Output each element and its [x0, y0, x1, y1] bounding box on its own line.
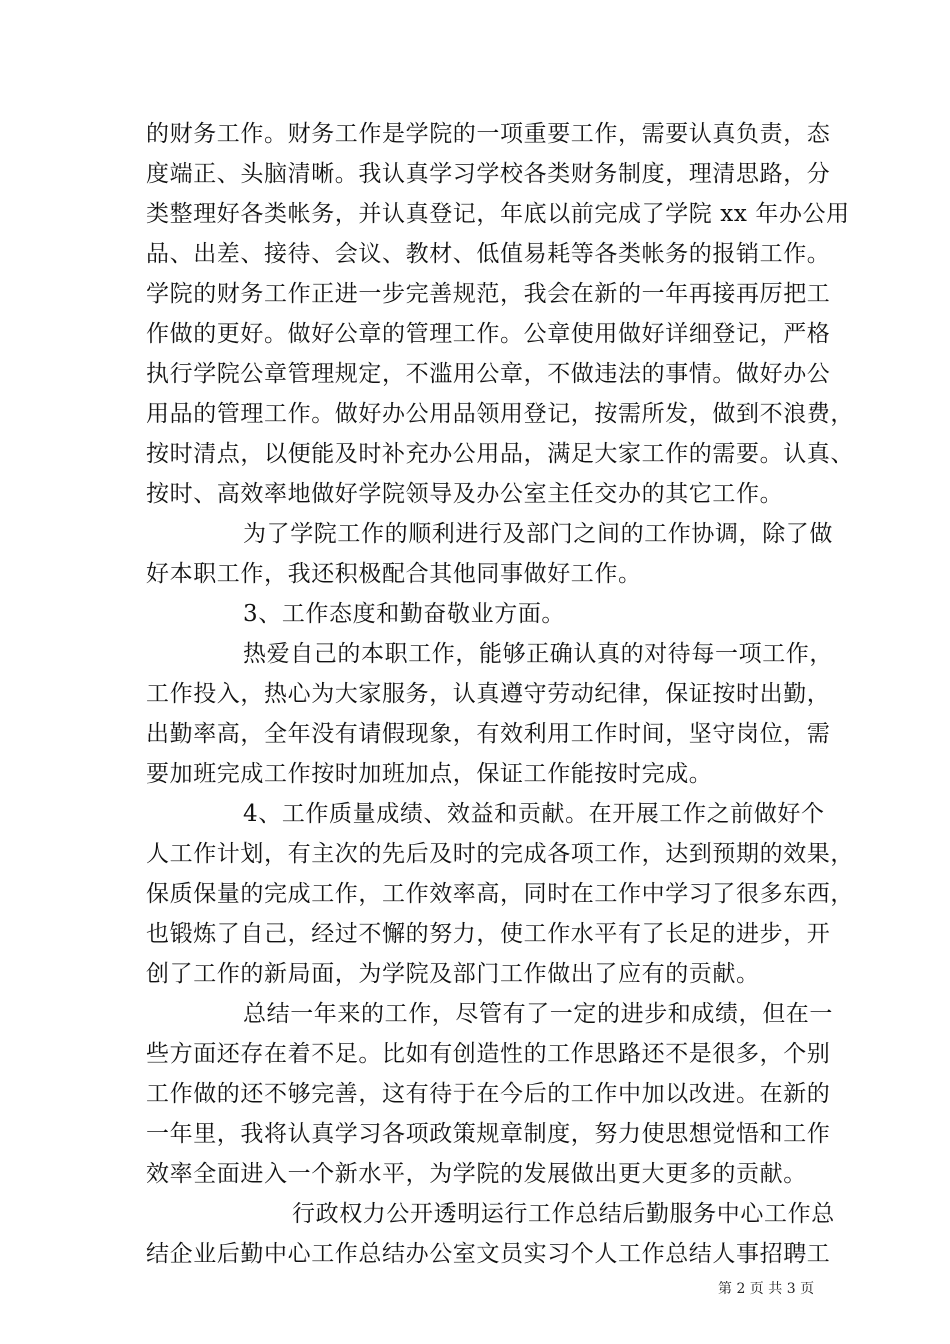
- text-line: 按时、高效率地做好学院领导及办公室主任交办的其它工作。: [146, 481, 784, 507]
- paragraph-start-line: 行政权力公开透明运行工作总结后勤服务中心工作总: [292, 1201, 835, 1227]
- text-line: 效率全面进入一个新水平，为学院的发展做出更大更多的贡献。: [146, 1161, 807, 1187]
- paragraph-start-line: 热爱自己的本职工作，能够正确认真的对待每一项工作，: [243, 641, 833, 667]
- text-line: 品、出差、接待、会议、教材、低值易耗等各类帐务的报销工作。: [146, 241, 831, 267]
- text-line: 工作做的还不够完善，这有待于在今后的工作中加以改进。在新的: [146, 1081, 831, 1107]
- text-line: 学院的财务工作正进一步完善规范，我会在新的一年再接再厉把工: [146, 281, 831, 307]
- section-heading-line: 4、工作质量成绩、效益和贡献。在开展工作之前做好个: [243, 801, 825, 827]
- text-line: 工作投入，热心为大家服务，认真遵守劳动纪律，保证按时出勤，: [146, 681, 831, 707]
- text-line: 类整理好各类帐务，并认真登记，年底以前完成了学院 xx 年办公用: [146, 201, 850, 227]
- section-heading: 3、工作态度和勤奋敬业方面。: [243, 601, 566, 627]
- text-line: 创了工作的新局面，为学院及部门工作做出了应有的贡献。: [146, 961, 760, 987]
- text-line: 用品的管理工作。做好办公用品领用登记，按需所发，做到不浪费，: [146, 401, 854, 427]
- text-line: 好本职工作，我还积极配合其他同事做好工作。: [146, 561, 642, 587]
- paragraph-start-line: 为了学院工作的顺利进行及部门之间的工作协调，除了做: [243, 521, 833, 547]
- text-line: 按时清点，以便能及时补充办公用品，满足大家工作的需要。认真、: [146, 441, 854, 467]
- text-line: 执行学院公章管理规定，不滥用公章，不做违法的事情。做好办公: [146, 361, 831, 387]
- text-line: 也锻炼了自己，经过不懈的努力，使工作水平有了长足的进步，开: [146, 921, 831, 947]
- text-line: 些方面还存在着不足。比如有创造性的工作思路还不是很多，个别: [146, 1041, 831, 1067]
- page-number: 第 2 页 共 3 页: [718, 1281, 815, 1297]
- text-line: 要加班完成工作按时加班加点，保证工作能按时完成。: [146, 761, 713, 787]
- text-line: 人工作计划，有主次的先后及时的完成各项工作，达到预期的效果，: [146, 841, 854, 867]
- text-line: 的财务工作。财务工作是学院的一项重要工作，需要认真负责，态: [146, 121, 831, 147]
- text-line: 作做的更好。做好公章的管理工作。公章使用做好详细登记，严格: [146, 321, 831, 347]
- text-line: 保质保量的完成工作，工作效率高，同时在工作中学习了很多东西，: [146, 881, 854, 907]
- text-line: 度端正、头脑清晰。我认真学习学校各类财务制度，理清思路，分: [146, 161, 831, 187]
- text-line: 一年里，我将认真学习各项政策规章制度，努力使思想觉悟和工作: [146, 1121, 831, 1147]
- text-line: 出勤率高，全年没有请假现象，有效利用工作时间，坚守岗位，需: [146, 721, 831, 747]
- paragraph-start-line: 总结一年来的工作，尽管有了一定的进步和成绩，但在一: [243, 1001, 833, 1027]
- text-line: 结企业后勤中心工作总结办公室文员实习个人工作总结人事招聘工: [146, 1241, 831, 1267]
